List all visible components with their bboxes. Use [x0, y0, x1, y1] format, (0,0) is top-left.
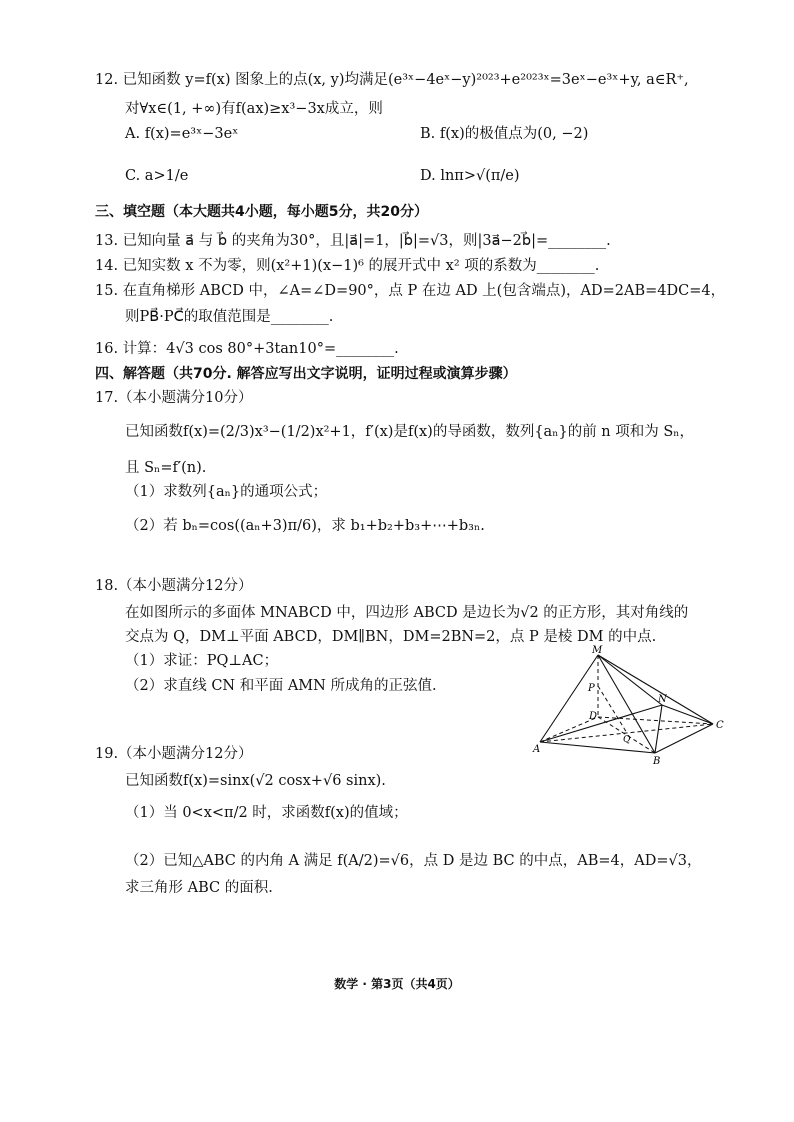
label-m: M — [592, 645, 603, 656]
label-n: N — [658, 694, 667, 705]
q13-text: 13. 已知向量 a⃗ 与 b⃗ 的夹角为30°，且|a⃗|=1，|b⃗|=√3，则|3a⃗−2b⃗|=________. — [95, 233, 611, 249]
q12-stem-line2: 对∀x∈(1, +∞)有f(ax)≥x³−3x成立，则 — [125, 101, 383, 117]
q12-option-d: D. lnπ>√(π/e) — [420, 168, 520, 184]
edge-mc — [598, 655, 713, 724]
q19-line1: 已知函数f(x)=sinx(√2 cosx+√6 sinx). — [125, 773, 386, 789]
q12-option-b: B. f(x)的极值点为(0, −2) — [420, 126, 589, 142]
q17-line1: 已知函数f(x)=(2/3)x³−(1/2)x²+1，f′(x)是f(x)的导函数，数列{aₙ}的前 n 项和为 Sₙ， — [125, 424, 695, 440]
q18-part2: （2）求直线 CN 和平面 AMN 所成角的正弦值. — [125, 678, 437, 694]
edge-ab — [540, 742, 655, 753]
q19-part2-cont: 求三角形 ABC 的面积. — [125, 880, 273, 896]
page-footer: 数学 · 第3页（共4页） — [334, 977, 460, 991]
q14-text: 14. 已知实数 x 不为零，则(x²+1)(x−1)⁶ 的展开式中 x² 项的系数为________. — [95, 258, 600, 274]
label-p: P — [588, 683, 595, 694]
q17-part1: （1）求数列{aₙ}的通项公式； — [125, 484, 328, 500]
section-fill-in-heading: 三、填空题（本大题共4小题，每小题5分，共20分） — [95, 204, 428, 220]
q18-line1: 在如图所示的多面体 MNABCD 中，四边形 ABCD 是边长为√2 的正方形，其对角线的 — [125, 605, 689, 621]
label-b: B — [653, 756, 661, 767]
edge-mn — [598, 655, 662, 705]
q12-stem-line1: 12. 已知函数 y=f(x) 图象上的点(x, y)均满足(e³ˣ−4eˣ−y)²⁰²³+e²⁰²³ˣ=3eˣ−e³ˣ+y, a∈R⁺, — [95, 72, 689, 88]
label-q: Q — [623, 735, 631, 745]
edge-an — [540, 705, 662, 742]
q12-option-c: C. a>1/e — [125, 168, 189, 184]
edge-bc — [655, 724, 713, 753]
q19-part1: （1）当 0<x<π/2 时，求函数f(x)的值域； — [125, 805, 408, 821]
q17-heading: 17.（本小题满分10分） — [95, 390, 253, 406]
q19-heading: 19.（本小题满分12分） — [95, 746, 253, 762]
q18-line2: 交点为 Q，DM⊥平面 ABCD，DM∥BN，DM=2BN=2，点 P 是棱 DM 的中点. — [125, 629, 657, 645]
edge-ma — [540, 655, 598, 742]
polyhedron-figure — [530, 645, 730, 770]
label-c: C — [716, 720, 724, 731]
label-d: D — [589, 711, 598, 722]
q17-part2: （2）若 bₙ=cos((aₙ+3)π/6)，求 b₁+b₂+b₃+⋯+b₃ₙ. — [125, 518, 485, 534]
q12-option-a: A. f(x)=e³ˣ−3eˣ — [125, 126, 239, 142]
q15-line2: 则PB⃗·PC⃗的取值范围是________. — [125, 309, 334, 325]
q18-part1: （1）求证：PQ⊥AC； — [125, 653, 279, 669]
q15-line1: 15. 在直角梯形 ABCD 中，∠A=∠D=90°，点 P 在边 AD 上(包含端点)，AD=2AB=4DC=4， — [95, 283, 726, 299]
q19-part2: （2）已知△ABC 的内角 A 满足 f(A/2)=√6，点 D 是边 BC 的中点，AB=4，AD=√3， — [125, 853, 702, 869]
label-a: A — [533, 744, 541, 755]
q17-line2: 且 Sₙ=f′(n). — [125, 460, 207, 476]
section-answer-heading: 四、解答题（共70分. 解答应写出文字说明，证明过程或演算步骤） — [95, 366, 517, 382]
q18-heading: 18.（本小题满分12分） — [95, 578, 253, 594]
q16-text: 16. 计算：4√3 cos 80°+3tan10°=________. — [95, 341, 399, 357]
